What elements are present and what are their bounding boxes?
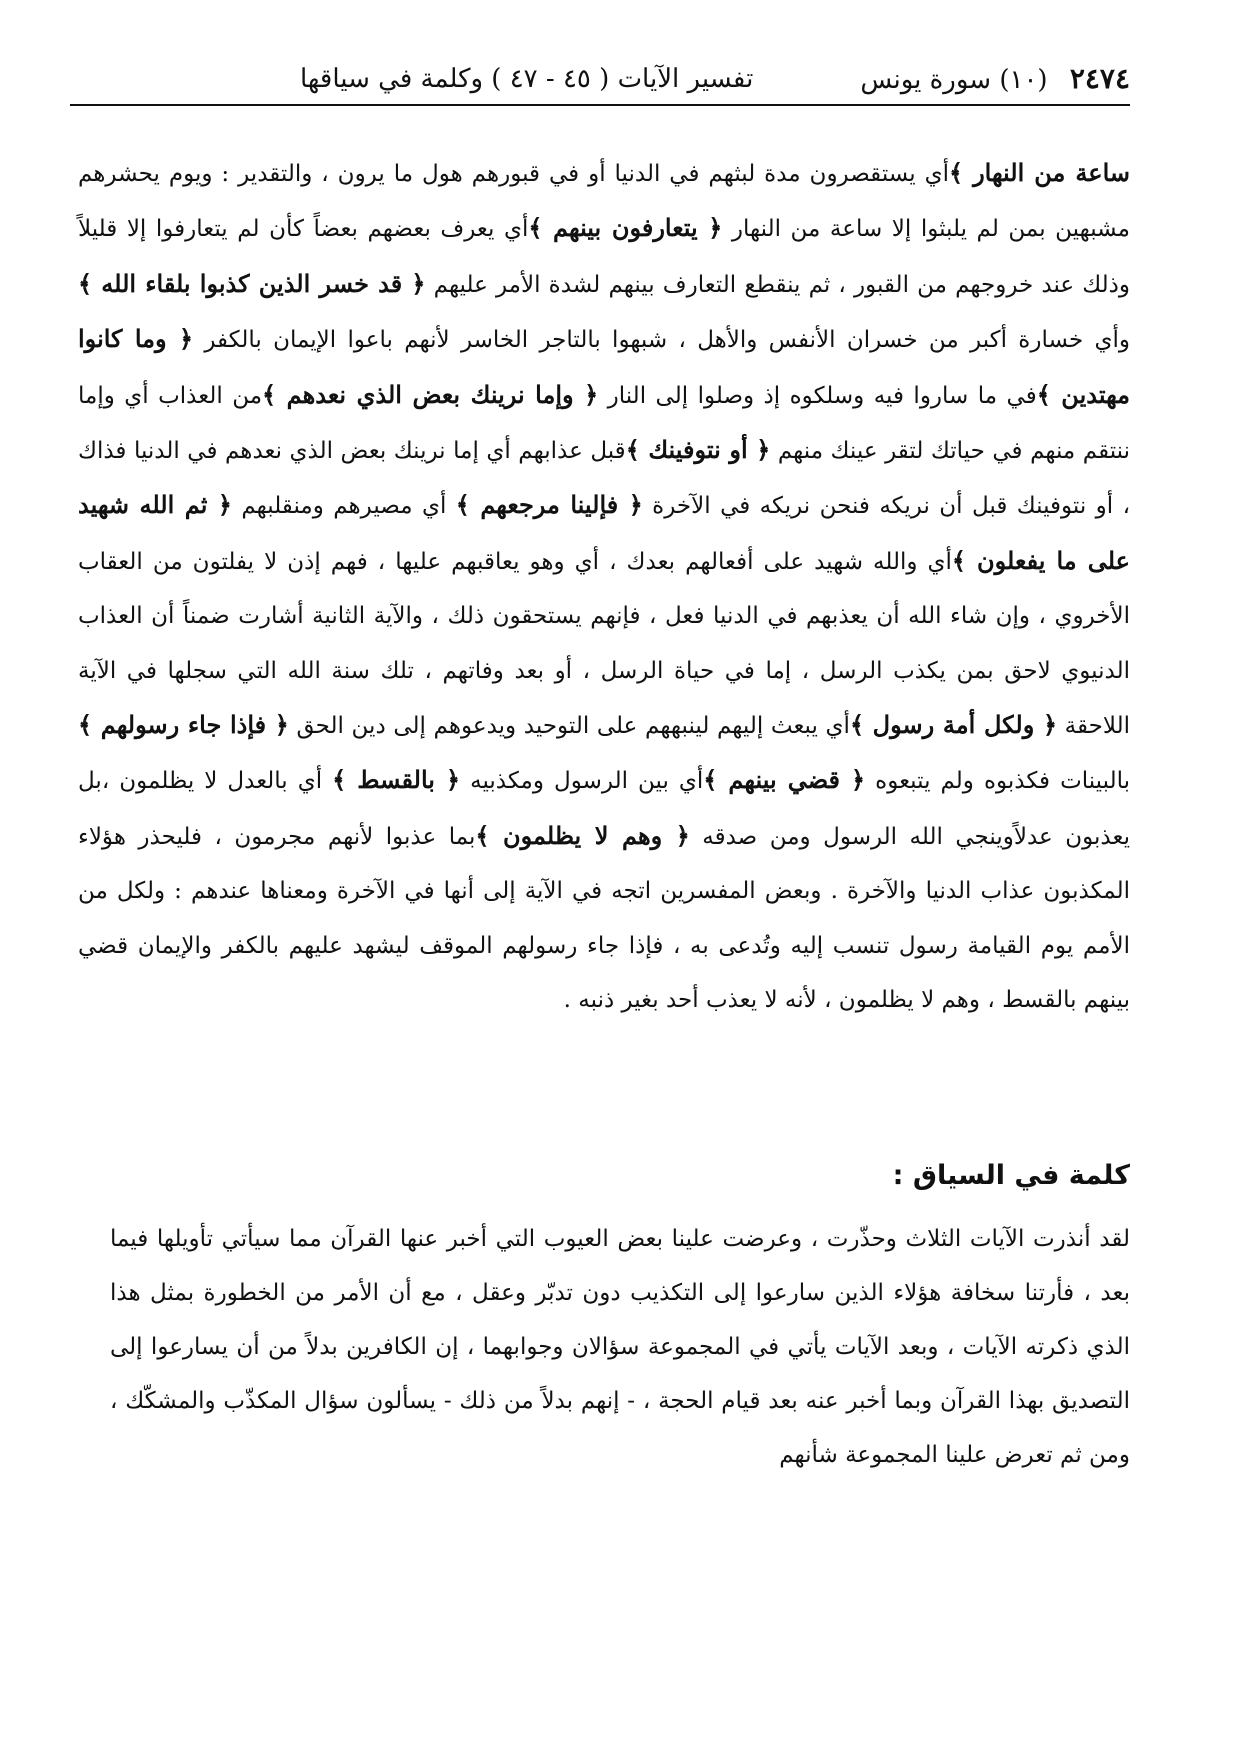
commentary-text: أي مصيرهم ومنقلبهم — [231, 493, 456, 520]
commentary-text: في ما ساروا فيه وسلكوه إذ وصلوا إلى النار — [598, 382, 1037, 409]
verse-quote: ساعة من النهار ﴾ — [949, 158, 1130, 187]
verse-quote: ﴿ يتعارفون بينهم ﴾ — [528, 213, 723, 243]
verse-quote: ﴿ أو نتوفينك ﴾ — [625, 435, 771, 465]
commentary-text: قبل عذابهم أي إما نرينك بعض الذي نعدهم في الدنيا فذاك ، أو نتوفينك قبل أن نريكه فنحن نريكه في الآخرة — [78, 438, 1130, 520]
header-right — [860, 56, 1130, 103]
page-number: ٢٤٧٤ — [1069, 62, 1130, 95]
verse-quote: ﴿ وما كانوا مهتدين ﴾ — [78, 324, 1131, 409]
verse-quote: ﴿ فإذا جاء رسولهم ﴾ — [78, 710, 289, 740]
commentary-text: أي بين الرسول ومكذبيه — [460, 768, 704, 795]
verse-quote: ﴿ ثم الله شهيد على ما يفعلون ﴾ — [78, 490, 1130, 575]
verse-quote: ﴿ فإلينا مرجعهم ﴾ — [455, 490, 643, 520]
section-heading: كلمة في السياق : — [892, 1160, 1130, 1191]
surah-label: (١٠) سورة يونس — [860, 65, 1048, 95]
section-body — [110, 1212, 1130, 1482]
commentary-text: أي يعرف بعضهم بعضاً كأن لم يتعارفوا إلا قليلاً وذلك عند خروجهم من القبور ، ثم ينقطع التعارف بينهم لشدة الأمر عليهم — [78, 216, 1131, 298]
verse-quote: ﴿ بالقسط ﴾ — [332, 765, 461, 795]
commentary-text: أي يستقصرون مدة لبثهم في الدنيا أو في قبورهم هول ما يرون ، والتقدير : ويوم يحشرهم مشبهين بمن لم يلبثوا إلا ساعة من النهار — [78, 161, 1130, 243]
tafsir-body — [78, 146, 1130, 1028]
commentary-text: أي والله شهيد على أفعالهم بعدك ، أي وهو يعاقبهم عليها ، فهم إذن لا يفلتون من العقاب الأخروي ، وإن شاء الله أن يعذبهم في الدنيا فعل ، فإنهم يستحقون ذلك ، والآية الثانية أشارت ضمناً أن العذاب الدنيوي لاحق بمن يكذب الرسل ، إما في حياة الرسل ، أو بعد وفاتهم ، تلك سنة الله التي سجلها في الآية اللاحقة — [78, 548, 1130, 740]
verse-quote: ﴿ قد خسر الذين كذبوا بلقاء الله ﴾ — [78, 268, 426, 298]
tafsir-paragraph — [78, 146, 1130, 1028]
header-divider — [70, 104, 1130, 106]
commentary-text: وأي خسارة أكبر من خسران الأنفس والأهل ، شبهوا بالتاجر الخاسر لأنهم باعوا الإيمان بالكفر — [193, 327, 1130, 354]
commentary-text: من العذاب أي وإما ننتقم منهم في حياتك لتقر عينك منهم — [78, 382, 1130, 465]
running-header — [70, 56, 1130, 102]
commentary-text: بما عذبوا لأنهم مجرمون ، فليحذر هؤلاء المكذبون عذاب الدنيا والآخرة . وبعض المفسرين اتجه في الآية إلى أنها في الآخرة ومعناها عندهم : ولكل من الأمم يوم القيامة رسول تنسب إليه وتُدعى به ، فإذا جاء رسولهم الموقف ليشهد عليهم بالكفر والإيمان قضي بينهم بالقسط ، وهم لا يظلمون ، لأنه لا يعذب أحد بغير ذنبه . — [78, 823, 1130, 1014]
verse-quote: ﴿ قضي بينهم ﴾ — [703, 765, 866, 795]
header-topic: تفسير الآيات ( ٤٥ - ٤٧ ) وكلمة في سياقها — [300, 64, 754, 94]
verse-quote: ﴿ وإما نرينك بعض الذي نعدهم ﴾ — [262, 379, 599, 409]
commentary-text: أي بالعدل لا يظلمون ،بل يعذبون عدلاًوينجي الله الرسول ومن صدقه — [78, 768, 1130, 850]
verse-quote: ﴿ ولكل أمة رسول ﴾ — [849, 710, 1058, 740]
commentary-text: بالبينات فكذبوه ولم يتبعوه — [865, 768, 1130, 795]
section-paragraph: لقد أنذرت الآيات الثلاث وحذّرت ، وعرضت علينا بعض العيوب التي أخبر عنها القرآن مما سيأتي تأويلها فيما بعد ، فأرتنا سخافة هؤلاء الذين سارعوا إلى التكذيب دون تدبّر وعقل ، مع أن الأمر من الخطورة بمثل هذا الذي ذكرته الآيات ، وبعد الآيات يأتي في المجموعة سؤالان وجوابهما ، إن الكافرين بدلاً من أن يسارعوا إلى التصديق بهذا القرآن وبما أخبر عنه بعد قيام الحجة ، - إنهم بدلاً من ذلك - يسألون سؤال المكذّب والمشكّك ، ومن ثم تعرض علينا المجموعة شأنهم — [110, 1226, 1130, 1468]
commentary-text: أي يبعث إليهم لينبههم على التوحيد ويدعوهم إلى دين الحق — [288, 713, 850, 740]
verse-quote: ﴿ وهم لا يظلمون ﴾ — [475, 820, 690, 850]
